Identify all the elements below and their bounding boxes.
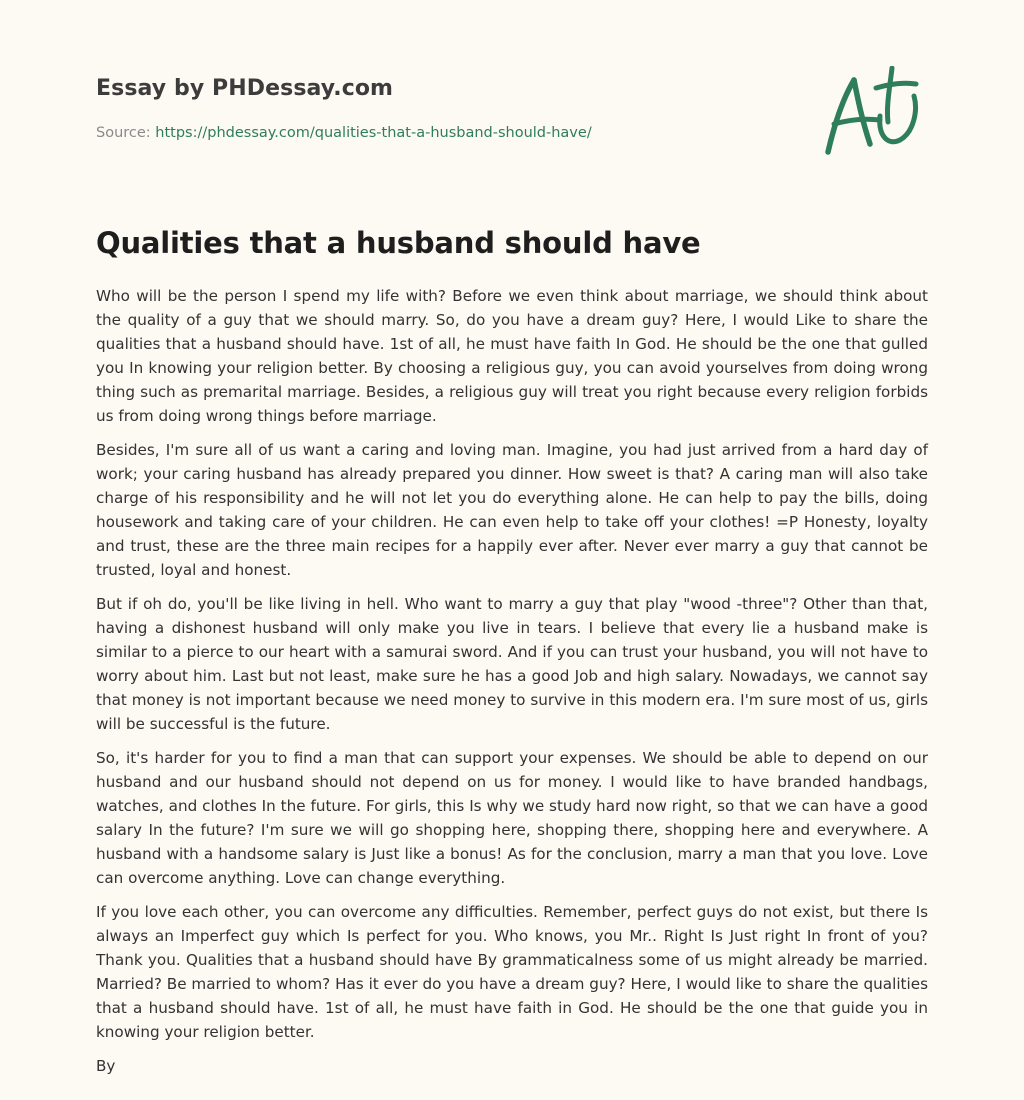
essay-paragraph: Who will be the person I spend my life with? Before we even think about marriage, we should think about the quality of a guy that we should marry. So, do you have a dream guy? Here, I would Like to share the qualities that a husband should have. 1st of all, he must have faith In God. He should be the one that gulled you In knowing your religion better. By choosing a religious guy, you can avoid yourselves from doing wrong thing such as premarital marriage. Besides, a religious guy will treat you right because every religion forbids us from doing wrong things before marriage. xyxy=(96,287,928,425)
a-plus-grade-icon xyxy=(818,66,928,166)
site-brand: Essay by PHDessay.com xyxy=(96,76,394,101)
essay-paragraph: So, it's harder for you to find a man that can support your expenses. We should be able to depend on our husband and our husband should not depend on us for money. I would like to have branded handbags, watches, and clothes In the future. For girls, this Is why we study hard now right, so that we can have a good salary In the future? I'm sure we will go shopping here, shopping there, shopping here and everywhere. A husband with a handsome salary is Just like a bonus! As for the conclusion, marry a man that you love. Love can overcome anything. Love can change everything. xyxy=(96,749,928,887)
essay-paragraph: But if oh do, you'll be like living in hell. Who want to marry a guy that play "wood -three"? Other than that, having a dishonest husband will only make you live in tears. I believe that every lie a husband make is similar to a pierce to our heart with a samurai sword. And if you can trust your husband, you will not have to worry about him. Last but not least, make sure he has a good Job and high salary. Nowadays, we cannot say that money is not important because we need money to survive in this modern era. I'm sure most of us, girls will be successful is the future. xyxy=(96,595,928,733)
essay-paragraph: By xyxy=(96,1057,116,1075)
essay-paragraph: If you love each other, you can overcome any difficulties. Remember, perfect guys do not exist, but there Is always an Imperfect guy which Is perfect for you. Who knows, you Mr.. Right Is Just right In front of you? Thank you. Qualities that a husband should have By grammaticalness some of us might already be married. Married? Be married to whom? Has it ever do you have a dream guy? Here, I would like to share the qualities that a husband should have. 1st of all, he must have faith in God. He should be the one that guide you in knowing your religion better. xyxy=(96,903,928,1041)
essay-page xyxy=(96,0,928,1100)
page-header xyxy=(96,76,928,176)
source-label: Source: xyxy=(96,125,156,141)
source-link[interactable]: https://phdessay.com/qualities-that-a-husband-should-have/ xyxy=(155,125,592,141)
essay-body xyxy=(96,284,928,1088)
essay-title: Qualities that a husband should have xyxy=(96,226,701,260)
source-line xyxy=(96,125,592,141)
essay-paragraph: Besides, I'm sure all of us want a caring and loving man. Imagine, you had just arrived from a hard day of work; your caring husband has already prepared you dinner. How sweet is that? A caring man will also take charge of his responsibility and he will not let you do everything alone. He can help to pay the bills, doing housework and taking care of your children. He can even help to take off your clothes! =P Honesty, loyalty and trust, these are the three main recipes for a happily ever after. Never ever marry a guy that cannot be trusted, loyal and honest. xyxy=(96,441,928,579)
